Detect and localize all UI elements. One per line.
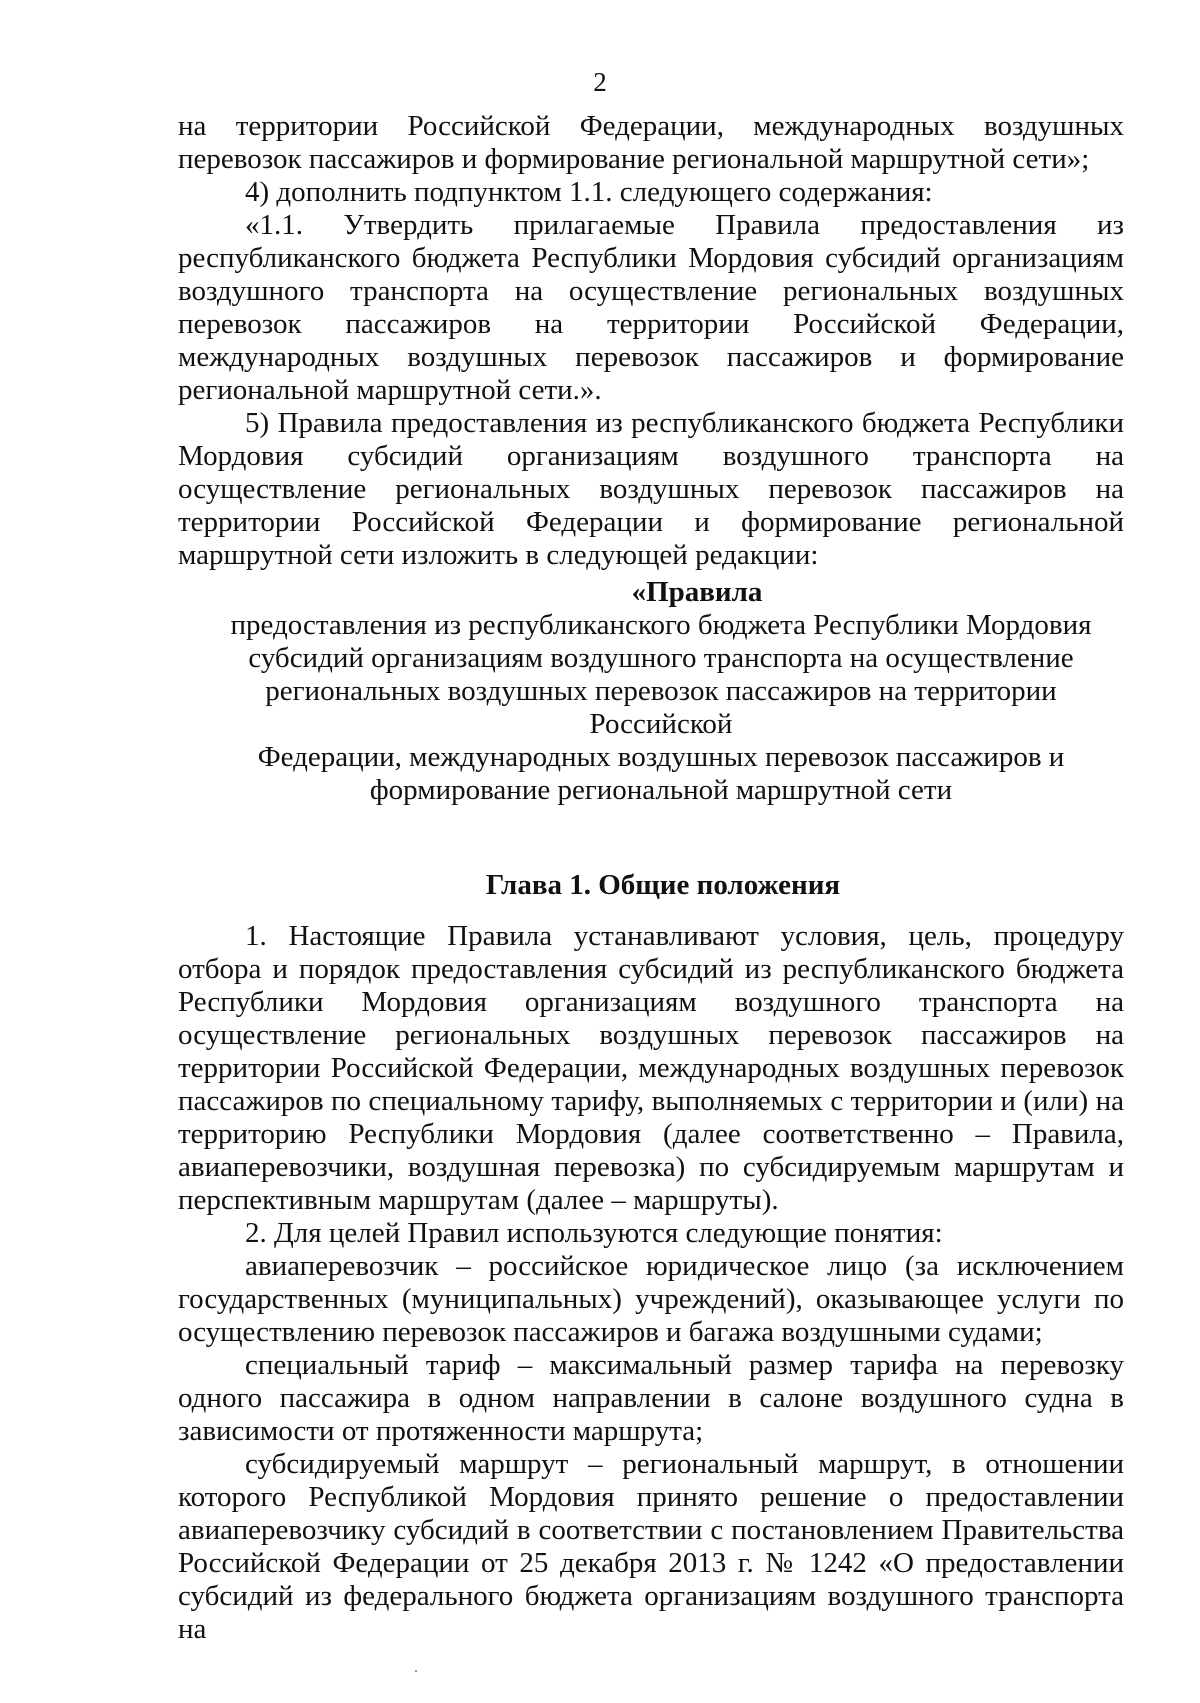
paragraph: субсидируемый маршрут – региональный маршрут, в отношении которого Республикой Мордовия принято решение о предоставлении авиаперевозчику субсидий в соответствии с постановлением Правительства Российской Федерации от 25 декабря 2013 г. № 1242 «О предоставлении субсидий из федерального бюджета организациям воздушного транспорта на — [178, 1448, 1124, 1645]
rules-subtitle-line: предоставления из республиканского бюджета Республики Мордовия — [230, 609, 1092, 641]
paragraph: «1.1. Утвердить прилагаемые Правила предоставления из республиканского бюджета Республики Мордовия субсидий организациям воздушного транспорта на осуществление региональных воздушных перевозок пассажиров на территории Российской Федерации, международных воздушных перевозок пассажиров и формирование региональной маршрутной сети.». — [178, 209, 1124, 406]
rules-subtitle-line: формирование региональной маршрутной сети — [369, 774, 953, 806]
rules-subtitle-line: Федерации, международных воздушных перевозок пассажиров и — [257, 741, 1065, 773]
rules-title-word: «Правила — [631, 576, 763, 608]
rules-title — [178, 576, 1124, 807]
paragraph: 2. Для целей Правил используются следующие понятия: — [245, 1217, 943, 1249]
rules-subtitle-line: субсидий организациям воздушного транспорта на осуществление — [248, 642, 1074, 674]
paragraph: 1. Настоящие Правила устанавливают условия, цель, процедуру отбора и порядок предоставления субсидий из республиканского бюджета Республики Мордовия организациям воздушного транспорта на осуществление региональных воздушных перевозок пассажиров на территории Российской Федерации, международных воздушных перевозок пассажиров по специальному тарифу, выполняемых с территории и (или) на территорию Республики Мордовия (далее соответственно – Правила, авиаперевозчики, воздушная перевозка) по субсидируемым маршрутам и перспективным маршрутам (далее – маршруты). — [178, 920, 1124, 1216]
paragraph: авиаперевозчик – российское юридическое лицо (за исключением государственных (муниципальных) учреждений), оказывающее услуги по осуществлению перевозок пассажиров и багажа воздушными судами; — [178, 1250, 1124, 1348]
paragraph: 5) Правила предоставления из республиканского бюджета Республики Мордовия субсидий организациям воздушного транспорта на осуществление региональных воздушных перевозок пассажиров на территории Российской Федерации и формирование региональной маршрутной сети изложить в следующей редакции: — [178, 407, 1124, 571]
rules-subtitle-line: региональных воздушных перевозок пассажиров на территории Российской — [265, 675, 1057, 740]
page-number: 2 — [593, 67, 607, 97]
paragraph: на территории Российской Федерации, международных воздушных перевозок пассажиров и формирование региональной маршрутной сети»; — [178, 110, 1124, 175]
chapter-heading: Глава 1. Общие положения — [485, 869, 841, 901]
scan-speck — [415, 1670, 417, 1672]
paragraph: специальный тариф – максимальный размер тарифа на перевозку одного пассажира в одном направлении в салоне воздушного судна в зависимости от протяженности маршрута; — [178, 1349, 1124, 1447]
paragraph: 4) дополнить подпунктом 1.1. следующего содержания: — [245, 176, 933, 208]
document-body — [178, 110, 1124, 1646]
